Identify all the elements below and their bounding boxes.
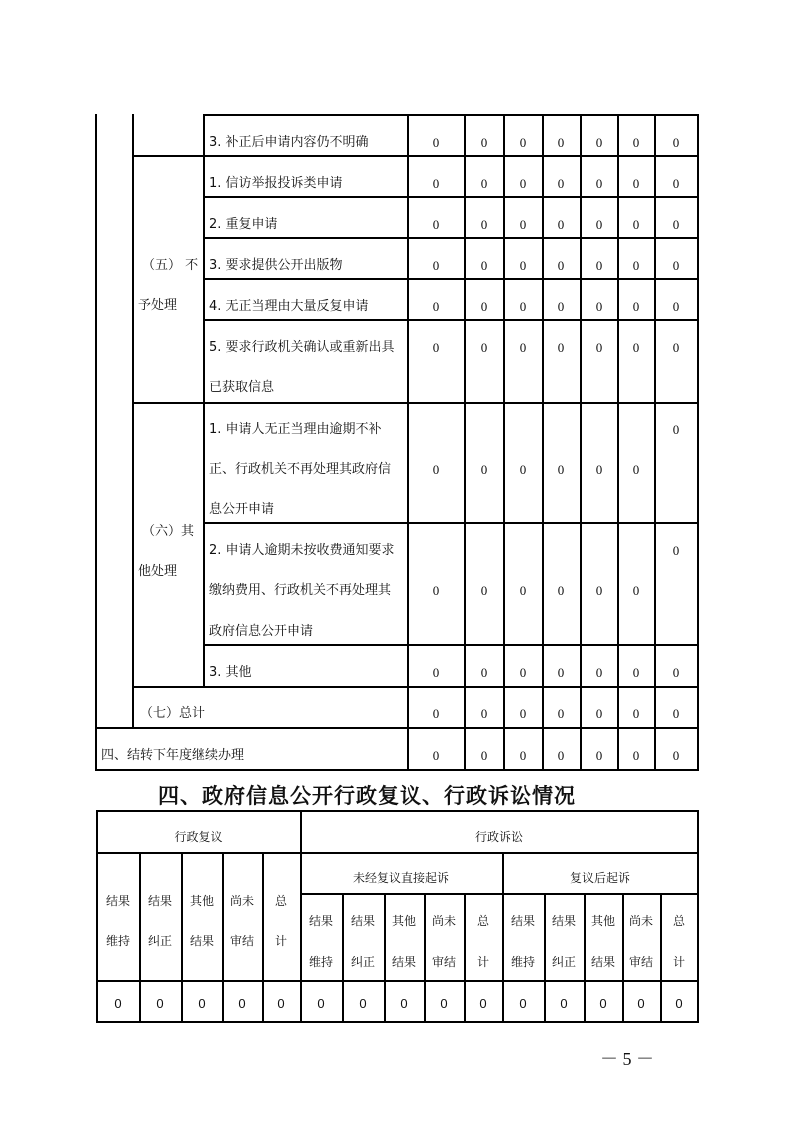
value-cell: 0 xyxy=(432,217,440,232)
row-item-label: 4. 无正当理由大量反复申请 xyxy=(209,299,369,314)
column-header-line2: 纠正 xyxy=(350,955,375,969)
result-value-cell: 0 xyxy=(359,996,367,1011)
total-value-cell: 0 xyxy=(480,706,488,721)
column-header-line2: 纠正 xyxy=(551,955,576,969)
value-cell: 0 xyxy=(632,258,640,273)
carry-over-label: 四、结转下年度继续办理 xyxy=(101,748,245,763)
result-value-cell: 0 xyxy=(317,996,325,1011)
admin-review-header: 行政复议 xyxy=(174,830,223,844)
total-value-cell: 0 xyxy=(595,706,603,721)
value-cell: 0 xyxy=(519,583,527,598)
value-cell: 0 xyxy=(595,176,603,191)
column-header-line1: 总 xyxy=(672,914,685,928)
row-item-label: 1. 申请人无正当理由逾期不补 xyxy=(209,422,382,437)
value-cell: 0 xyxy=(632,217,640,232)
value-cell: 0 xyxy=(595,217,603,232)
column-header-line2: 维持 xyxy=(105,934,130,948)
value-cell: 0 xyxy=(557,217,565,232)
column-header-line1: 结果 xyxy=(147,894,172,908)
admin-litigation-header: 行政诉讼 xyxy=(474,830,523,844)
value-cell: 0 xyxy=(632,340,640,355)
result-value-cell: 0 xyxy=(400,996,408,1011)
total-value-cell: 0 xyxy=(519,706,527,721)
row-item-label: 3. 要求提供公开出版物 xyxy=(209,258,343,273)
value-cell: 0 xyxy=(672,299,680,314)
value-cell: 0 xyxy=(557,135,565,150)
value-cell: 0 xyxy=(519,258,527,273)
column-header-line1: 尚未 xyxy=(229,894,254,908)
value-cell: 0 xyxy=(480,258,488,273)
value-cell: 0 xyxy=(432,258,440,273)
value-cell: 0 xyxy=(672,217,680,232)
row-item-label: 3. 其他 xyxy=(209,665,252,680)
value-cell: 0 xyxy=(672,340,680,355)
value-cell: 0 xyxy=(519,340,527,355)
column-header-line1: 总 xyxy=(476,914,489,928)
value-cell: 0 xyxy=(595,462,603,477)
carry-value-cell: 0 xyxy=(632,748,640,763)
carry-value-cell: 0 xyxy=(480,748,488,763)
value-cell: 0 xyxy=(632,665,640,680)
total-value-cell: 0 xyxy=(632,706,640,721)
total-value-cell: 0 xyxy=(672,706,680,721)
value-cell: 0 xyxy=(519,135,527,150)
result-value-cell: 0 xyxy=(560,996,568,1011)
carry-value-cell: 0 xyxy=(595,748,603,763)
carry-value-cell: 0 xyxy=(557,748,565,763)
column-header-line1: 结果 xyxy=(350,914,375,928)
value-cell: 0 xyxy=(557,176,565,191)
column-header-line2: 结果 xyxy=(391,955,416,969)
section-title: 四、政府信息公开行政复议、行政诉讼情况 xyxy=(158,784,576,808)
column-header-line2: 结果 xyxy=(189,934,214,948)
total-value-cell: 0 xyxy=(432,706,440,721)
column-header-line1: 尚未 xyxy=(628,914,653,928)
value-cell: 0 xyxy=(672,422,680,437)
value-cell: 0 xyxy=(432,665,440,680)
value-cell: 0 xyxy=(595,340,603,355)
after-review-litigation-header: 复议后起诉 xyxy=(569,871,630,885)
value-cell: 0 xyxy=(432,176,440,191)
carry-value-cell: 0 xyxy=(432,748,440,763)
value-cell: 0 xyxy=(557,583,565,598)
column-header-line2: 审结 xyxy=(628,955,653,969)
column-header-line1: 结果 xyxy=(551,914,576,928)
result-value-cell: 0 xyxy=(599,996,607,1011)
value-cell: 0 xyxy=(432,462,440,477)
value-cell: 0 xyxy=(519,217,527,232)
value-cell: 0 xyxy=(432,299,440,314)
value-cell: 0 xyxy=(595,299,603,314)
column-header-line2: 结果 xyxy=(590,955,615,969)
value-cell: 0 xyxy=(672,176,680,191)
value-cell: 0 xyxy=(432,135,440,150)
column-header-line2: 纠正 xyxy=(147,934,172,948)
column-header-line1: 尚未 xyxy=(431,914,456,928)
row-item-label: 2. 重复申请 xyxy=(209,217,278,232)
value-cell: 0 xyxy=(672,258,680,273)
row-item-label: 正、行政机关不再处理其政府信 xyxy=(209,462,392,477)
value-cell: 0 xyxy=(519,299,527,314)
result-value-cell: 0 xyxy=(114,996,122,1011)
row-item-label: 缴纳费用、行政机关不再处理其 xyxy=(209,583,392,598)
value-cell: 0 xyxy=(672,665,680,680)
value-cell: 0 xyxy=(480,299,488,314)
group5-label-line1: （五） 不 xyxy=(142,258,199,273)
page-number: － 5 － xyxy=(600,1049,654,1069)
column-header-line2: 维持 xyxy=(510,955,535,969)
row-item-label: 1. 信访举报投诉类申请 xyxy=(209,176,343,191)
value-cell: 0 xyxy=(632,299,640,314)
value-cell: 0 xyxy=(480,462,488,477)
column-header-line1: 其他 xyxy=(391,914,416,928)
column-header-line2: 维持 xyxy=(308,955,333,969)
result-value-cell: 0 xyxy=(198,996,206,1011)
column-header-line1: 其他 xyxy=(189,894,214,908)
value-cell: 0 xyxy=(595,665,603,680)
row-item-label: 5. 要求行政机关确认或重新出具 xyxy=(209,340,395,355)
result-value-cell: 0 xyxy=(238,996,246,1011)
value-cell: 0 xyxy=(672,135,680,150)
result-value-cell: 0 xyxy=(479,996,487,1011)
value-cell: 0 xyxy=(519,462,527,477)
column-header-line2: 计 xyxy=(274,934,287,948)
result-value-cell: 0 xyxy=(277,996,285,1011)
row-item-label: 息公开申请 xyxy=(209,502,275,517)
value-cell: 0 xyxy=(557,299,565,314)
column-header-line1: 其他 xyxy=(590,914,615,928)
value-cell: 0 xyxy=(632,583,640,598)
result-value-cell: 0 xyxy=(675,996,683,1011)
total-value-cell: 0 xyxy=(557,706,565,721)
column-header-line1: 结果 xyxy=(510,914,535,928)
column-header-line2: 审结 xyxy=(229,934,254,948)
value-cell: 0 xyxy=(557,665,565,680)
value-cell: 0 xyxy=(557,258,565,273)
result-value-cell: 0 xyxy=(156,996,164,1011)
group6-label-line2: 他处理 xyxy=(138,564,178,579)
total-label: （七）总计 xyxy=(140,706,206,721)
value-cell: 0 xyxy=(557,462,565,477)
value-cell: 0 xyxy=(595,583,603,598)
group5-label-line2: 予处理 xyxy=(138,298,178,313)
column-header-line2: 计 xyxy=(476,955,489,969)
value-cell: 0 xyxy=(480,135,488,150)
group6-label-line1: （六）其 xyxy=(142,524,195,539)
row-item-label: 3. 补正后申请内容仍不明确 xyxy=(209,135,369,150)
column-header-line2: 计 xyxy=(672,955,685,969)
value-cell: 0 xyxy=(632,135,640,150)
value-cell: 0 xyxy=(480,176,488,191)
column-header-line1: 结果 xyxy=(105,894,130,908)
result-value-cell: 0 xyxy=(637,996,645,1011)
value-cell: 0 xyxy=(480,583,488,598)
carry-value-cell: 0 xyxy=(519,748,527,763)
row-item-label: 政府信息公开申请 xyxy=(209,624,314,639)
value-cell: 0 xyxy=(480,340,488,355)
column-header-line1: 结果 xyxy=(308,914,333,928)
value-cell: 0 xyxy=(432,583,440,598)
column-header-line2: 审结 xyxy=(431,955,456,969)
value-cell: 0 xyxy=(632,462,640,477)
value-cell: 0 xyxy=(595,258,603,273)
result-value-cell: 0 xyxy=(519,996,527,1011)
value-cell: 0 xyxy=(480,217,488,232)
direct-litigation-header: 未经复议直接起诉 xyxy=(352,871,449,885)
result-value-cell: 0 xyxy=(440,996,448,1011)
value-cell: 0 xyxy=(519,665,527,680)
value-cell: 0 xyxy=(595,135,603,150)
value-cell: 0 xyxy=(557,340,565,355)
value-cell: 0 xyxy=(672,543,680,558)
value-cell: 0 xyxy=(632,176,640,191)
value-cell: 0 xyxy=(480,665,488,680)
column-header-line1: 总 xyxy=(274,894,287,908)
row-item-label: 已获取信息 xyxy=(209,380,275,395)
value-cell: 0 xyxy=(432,340,440,355)
row-item-label: 2. 申请人逾期未按收费通知要求 xyxy=(209,543,395,558)
carry-value-cell: 0 xyxy=(672,748,680,763)
value-cell: 0 xyxy=(519,176,527,191)
